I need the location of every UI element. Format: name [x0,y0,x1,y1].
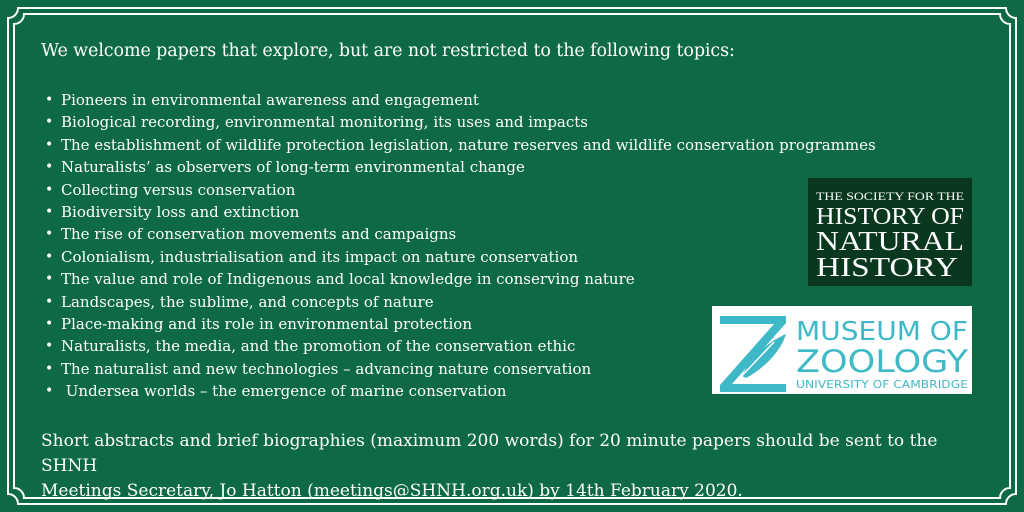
list-item: • The establishment of wildlife protection legislation, nature reserves and wildlife conservation programmes [44,134,876,156]
bullet-icon: • [45,315,54,332]
museum-logo-line3: UNIVERSITY OF CAMBRIDGE [796,378,969,391]
list-item: • Naturalists, the media, and the promotion of the conservation ethic [44,335,876,357]
bullet-icon: • [45,383,54,400]
submission-info-line1: Short abstracts and brief biographies (maximum 200 words) for 20 minute papers should be sent to the SHNH [41,431,938,476]
museum-logo-line2: ZOOLOGY [796,344,969,380]
museum-logo-graphic [712,306,972,394]
intro-text: We welcome papers that explore, but are not restricted to the following topics: [41,41,735,61]
museum-logo-line1: MUSEUM OF [796,317,968,347]
shnh-logo-line1: THE SOCIETY FOR THE [816,191,964,203]
list-item: • Place-making and its role in environmental protection [44,313,876,335]
z-feather-icon [720,316,786,392]
list-item: • Biodiversity loss and extinction [44,201,876,223]
bullet-icon: • [45,159,54,176]
museum-of-zoology-logo [712,306,972,394]
bullet-icon: • [45,338,54,355]
shnh-logo-graphic [808,178,972,286]
bullet-icon: • [45,203,54,220]
shnh-logo-line3: NATURAL [816,226,964,256]
list-item: • The naturalist and new technologies – advancing nature conservation [44,358,876,380]
list-item: • Undersea worlds – the emergence of marine conservation [44,380,876,402]
bullet-icon: • [45,248,54,265]
bullet-icon: • [45,114,54,131]
list-item: • Landscapes, the sublime, and concepts of nature [44,291,876,313]
shnh-logo [808,178,972,286]
shnh-logo-line4: HISTORY [816,252,958,282]
list-item: • Colonialism, industrialisation and its impact on nature conservation [44,246,876,268]
list-item: • The value and role of Indigenous and local knowledge in conserving nature [44,268,876,290]
list-item: • The rise of conservation movements and campaigns [44,223,876,245]
list-item: • Biological recording, environmental monitoring, its uses and impacts [44,111,876,133]
bullet-icon: • [45,271,54,288]
submission-info [41,429,991,504]
list-item: • Pioneers in environmental awareness and engagement [44,89,876,111]
shnh-logo-line2: HISTORY OF [816,204,964,230]
bullet-icon: • [45,92,54,108]
bullet-icon: • [45,293,54,310]
list-item: • Naturalists’ as observers of long-term environmental change [44,156,876,178]
bullet-icon: • [45,360,54,377]
list-item: • Collecting versus conservation [44,179,876,201]
bullet-icon: • [45,181,54,198]
bullet-icon: • [45,136,54,153]
bullet-icon: • [45,226,54,243]
submission-info-line2: Meetings Secretary, Jo Hatton (meetings@SHNH.org.uk) by 14th February 2020. [41,481,743,501]
